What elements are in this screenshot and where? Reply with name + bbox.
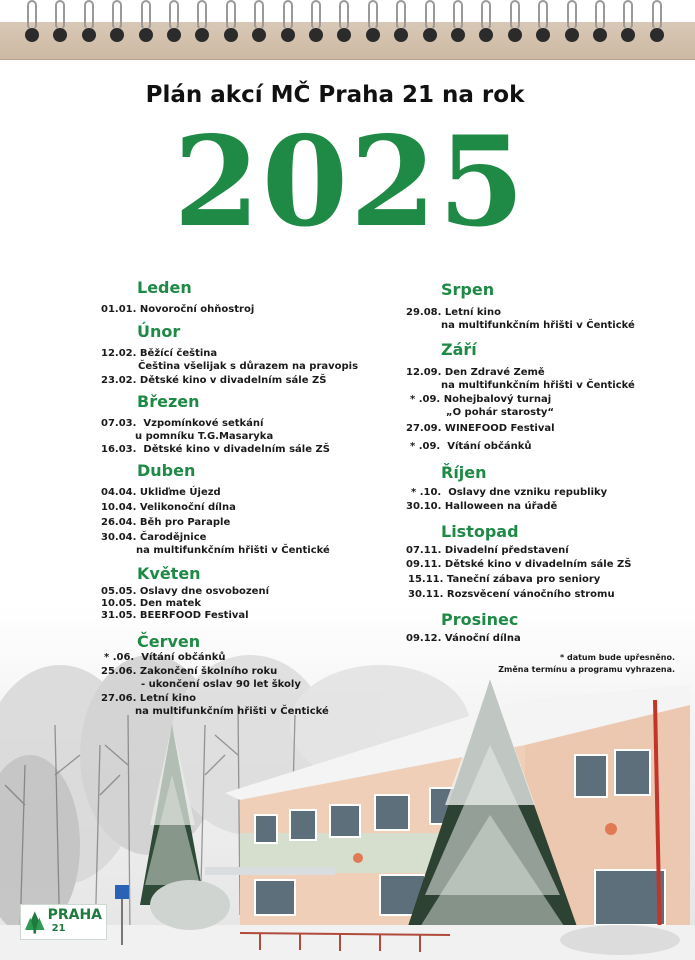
binding-ring [83,0,95,46]
month-heading-kveten: Květen [137,564,201,583]
binding-ring [395,0,407,46]
year-heading: 2025 [173,110,527,255]
month-heading-unor: Únor [137,322,181,341]
month-heading-zari: Září [441,340,477,359]
binding-ring [168,0,180,46]
footnote [498,652,675,676]
event-item: 15.11. Taneční zábava pro seniory [408,574,601,585]
event-item: 10.04. Velikonoční dílna [101,502,236,513]
footnote-line-1: * datum bude upřesněno. [560,653,675,662]
event-item: 27.09. WINEFOOD Festival [406,423,555,434]
binding-ring [225,0,237,46]
binding-ring [566,0,578,46]
binding-ring [282,0,294,46]
binding-ring [594,0,606,46]
event-item: 09.12. Vánoční dílna [406,633,521,644]
event-item: 26.04. Běh pro Paraple [101,517,231,528]
binding-ring [111,0,123,46]
month-heading-duben: Duben [137,461,196,480]
event-item: * .09. Vítání občánků [410,441,532,452]
event-item: 07.03. Vzpomínkové setkání u pomníku T.G.Masaryka [101,418,274,442]
binding-ring [651,0,663,46]
event-item: 30.04. Čarodějnice na multifunkčním hřišti v Čentické [101,532,330,556]
event-item: 04.04. Ukliďme Újezd [101,487,221,498]
footnote-line-2: Změna termínu a programu vyhrazena. [498,665,675,674]
event-item: 29.08. Letní kino na multifunkčním hřišti v Čentické [406,307,635,331]
binding-ring [338,0,350,46]
event-item: 01.01. Novoroční ohňostroj [101,304,255,315]
month-heading-srpen: Srpen [441,280,495,299]
month-heading-prosinec: Prosinec [441,610,519,629]
binding-ring [622,0,634,46]
binding-ring [424,0,436,46]
binding-ring [310,0,322,46]
page-title: Plán akcí MČ Praha 21 na rok [145,82,525,108]
event-item: * .09. Nohejbalový turnaj „O pohár starosty“ [410,394,554,418]
binding-ring [196,0,208,46]
month-heading-leden: Leden [137,278,192,297]
binding-ring [367,0,379,46]
binding-ring [509,0,521,46]
binding-ring [537,0,549,46]
event-item: 16.03. Dětské kino v divadelním sále ZŠ [101,444,330,455]
month-heading-cerven: Červen [137,632,201,651]
event-item: 31.05. BEERFOOD Festival [101,610,249,621]
event-item: 12.09. Den Zdravé Země na multifunkčním hřišti v Čentické [406,367,635,391]
binding-ring [253,0,265,46]
binding-ring [140,0,152,46]
tree-logo-icon [25,909,45,935]
logo-text-21: 21 [51,923,66,934]
binding-ring [26,0,38,46]
binding-ring [480,0,492,46]
month-heading-listopad: Listopad [441,522,519,541]
event-item: 30.11. Rozsvěcení vánočního stromu [408,589,615,600]
event-item: 12.02. Běžící čeština Čeština všelijak s důrazem na pravopis [101,348,359,372]
praha-21-logo [20,904,107,940]
logo-text-praha: PRAHA [47,907,102,923]
month-heading-brezen: Březen [137,392,200,411]
binding-ring [54,0,66,46]
event-item: 23.02. Dětské kino v divadelním sále ZŠ [101,375,327,386]
event-item: 05.05. Oslavy dne osvobození [101,586,269,597]
event-item: 25.06. Zakončení školního roku - ukončení oslav 90 let školy [101,666,301,690]
month-heading-rijen: Říjen [441,463,487,482]
event-item: 10.05. Den matek [101,598,201,609]
event-item: 30.10. Halloween na úřadě [406,501,558,512]
binding-ring [452,0,464,46]
event-item: 07.11. Divadelní představení [406,545,569,556]
event-item: 27.06. Letní kino na multifunkčním hřišti v Čentické [101,693,329,717]
event-item: * .06. Vítání občánků [104,652,226,663]
event-item: 09.11. Dětské kino v divadelním sále ZŠ [406,559,632,570]
spiral-binding [0,0,695,62]
event-item: * .10. Oslavy dne vzniku republiky [411,487,608,498]
